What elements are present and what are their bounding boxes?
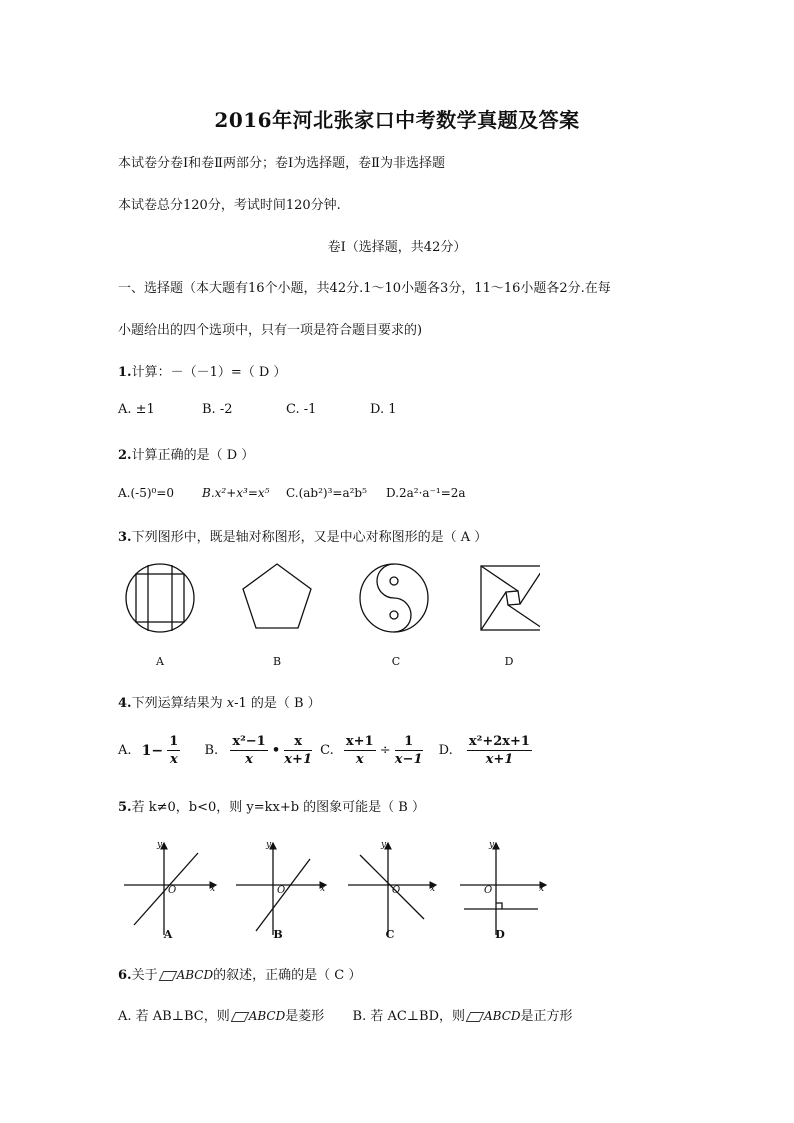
q4-option-c-fraction-2 xyxy=(395,733,423,768)
q3-label-b: B xyxy=(272,655,282,668)
q4-option-c-operator: ÷ xyxy=(379,743,391,758)
q6-option-a-shape: ABCD xyxy=(248,1009,286,1023)
q4-c-numerator-2: 1 xyxy=(395,733,423,751)
q4-option-d-fraction xyxy=(467,733,532,768)
q5-text: 若 k≠0，b<0，则 y=kx+b 的图象可能是（ B ） xyxy=(131,800,425,815)
q4-b-denominator-1: x xyxy=(245,752,253,767)
q5-label-d: D xyxy=(495,928,505,941)
parallelogram-icon xyxy=(466,1012,485,1022)
q1-option-a: A. ±1 xyxy=(118,402,155,417)
q5-number: 5. xyxy=(118,800,132,815)
q4-number: 4. xyxy=(118,696,132,711)
q5-d-x-label: x xyxy=(539,884,545,894)
intro-line-1: 本试卷分卷Ⅰ和卷Ⅱ两部分；卷Ⅰ为选择题，卷Ⅱ为非选择题 xyxy=(118,156,445,171)
q1-options xyxy=(118,402,397,417)
q4-a-denominator: x xyxy=(169,752,178,767)
q5-label-c: C xyxy=(385,928,395,941)
q4-option-a-int: 1− xyxy=(141,742,164,759)
q5-graph-d xyxy=(460,843,546,935)
q4-c-numerator-1: x+1 xyxy=(345,734,374,749)
q1-text: 计算：－（－1）=（ D ） xyxy=(131,365,287,380)
q6-text-pre: 关于 xyxy=(131,968,158,983)
q5-d-y-label: y xyxy=(489,840,495,850)
q5-c-y-label: y xyxy=(381,840,387,850)
q5-d-origin-label: O xyxy=(484,885,493,896)
q4-a-numerator: 1 xyxy=(169,734,179,749)
parallelogram-icon xyxy=(230,1012,249,1022)
q6-option-b-end: 是正方形 xyxy=(520,1009,573,1024)
q5-label-a: A xyxy=(163,928,173,941)
q6-option-b: B. 若 AC⊥BD，则 xyxy=(352,1009,466,1024)
q4-b-numerator-2: x xyxy=(284,733,312,751)
q4-b-numerator-1: x²−1 xyxy=(232,734,266,749)
q6-text-math: ABCD xyxy=(176,968,214,982)
q5-a-x-label: x xyxy=(210,884,216,894)
page-title: 2016年河北张家口中考数学真题及答案 xyxy=(214,108,580,132)
q5-b-x-label: x xyxy=(320,884,326,894)
q3-figure-a xyxy=(126,564,194,632)
q4-option-d-label: D. xyxy=(438,743,453,758)
q4-b-denominator-2: x+1 xyxy=(284,752,312,767)
q4-d-denominator: x+1 xyxy=(485,752,514,767)
q2-option-d: D.2a²·a⁻¹=2a xyxy=(386,486,466,500)
q4-option-c-label: C. xyxy=(320,743,334,758)
q4-text-post: -1 的是（ B ） xyxy=(234,696,321,711)
q1-stem xyxy=(118,361,286,380)
q2-options xyxy=(118,486,466,500)
q3-figure-b xyxy=(243,564,311,628)
q1-option-d: D. 1 xyxy=(370,402,397,417)
q6-option-a: A. 若 AB⊥BC，则 xyxy=(118,1009,230,1024)
q1-option-b: B. -2 xyxy=(202,402,233,417)
intro-line-2: 本试卷总分120分，考试时间120分钟. xyxy=(118,198,341,213)
q3-label-c: C xyxy=(391,655,401,668)
q5-b-y-label: y xyxy=(266,840,272,850)
q3-number: 3. xyxy=(118,530,132,545)
q3-text: 下列图形中，既是轴对称图形，又是中心对称图形的是（ A ） xyxy=(131,530,488,545)
q4-option-b-operator: • xyxy=(271,743,281,758)
q5-label-b: B xyxy=(273,928,283,941)
q4-text-pre: 下列运算结果为 xyxy=(131,696,227,711)
q6-option-a-end: 是菱形 xyxy=(285,1009,325,1024)
q5-a-y-label: y xyxy=(157,840,163,850)
q2-number: 2. xyxy=(118,448,132,463)
q5-c-x-label: x xyxy=(430,884,436,894)
q3-figures xyxy=(120,558,540,638)
q3-stem xyxy=(118,526,487,545)
q1-option-c: C. -1 xyxy=(286,402,317,417)
parallelogram-icon xyxy=(158,971,177,981)
q3-figure-d xyxy=(481,566,540,630)
q1-number: 1. xyxy=(118,365,132,380)
q6-number: 6. xyxy=(118,968,132,983)
q4-option-a-label: A. xyxy=(118,743,132,758)
q3-label-a: A xyxy=(156,655,164,668)
q6-option-b-shape: ABCD xyxy=(484,1009,521,1023)
q4-c-denominator-1: x xyxy=(355,752,364,767)
q5-b-origin-label: O xyxy=(277,885,286,896)
q4-option-a-fraction xyxy=(167,733,180,768)
q4-stem xyxy=(118,692,321,711)
q4-option-c-fraction-1 xyxy=(344,733,376,768)
q4-option-b-fraction-1 xyxy=(230,733,267,768)
q6-options xyxy=(118,1005,573,1024)
q4-option-b-label: B. xyxy=(204,743,219,758)
q6-stem xyxy=(118,964,361,983)
q2-text: 计算正确的是（ D ） xyxy=(131,448,255,463)
q5-c-origin-label: O xyxy=(392,885,401,896)
q2-option-b: B.x²+x³=x⁵ xyxy=(202,486,270,500)
q4-text-math: x xyxy=(226,696,235,711)
q4-c-denominator-2: x−1 xyxy=(394,752,423,767)
q4-options xyxy=(118,733,532,768)
q2-stem xyxy=(118,444,254,463)
q2-option-c: C.(ab²)³=a²b⁵ xyxy=(286,486,367,500)
q3-label-d: D xyxy=(504,655,514,668)
q3-figure-c xyxy=(360,564,428,632)
q2-option-a: A.(-5)⁰=0 xyxy=(118,486,175,500)
q4-d-numerator: x²+2x+1 xyxy=(468,734,530,749)
q5-stem xyxy=(118,796,425,815)
part-heading-1: 一、选择题（本大题有16个小题，共42分.1～10小题各3分，11～16小题各2分.在每 xyxy=(118,281,611,296)
q6-text-post: 的叙述，正确的是（ C ） xyxy=(213,968,362,983)
section-title: 卷Ⅰ（选择题，共42分） xyxy=(327,240,467,255)
q4-option-b-fraction-2 xyxy=(284,733,312,768)
part-heading-2: 小题给出的四个选项中，只有一项是符合题目要求的) xyxy=(118,323,423,338)
q5-a-origin-label: O xyxy=(168,885,177,896)
